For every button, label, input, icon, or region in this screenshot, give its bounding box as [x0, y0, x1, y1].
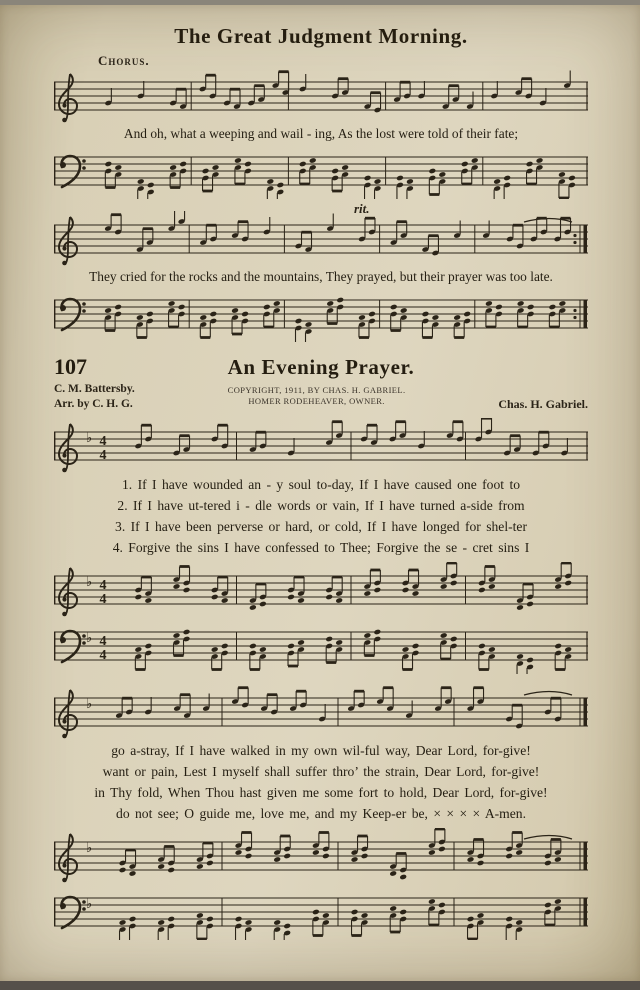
- continuation-line-3: in Thy fold, When Thou hast given me some fort to hold, Dear Lord, for-give!: [94, 785, 548, 800]
- treble-clef-icon: [59, 690, 77, 738]
- copyright-block: [135, 382, 499, 412]
- treble-staff-svg: [54, 562, 588, 618]
- chorus-bass-staff-1: [54, 143, 588, 199]
- copyright-line-1: COPYRIGHT, 1911, BY CHAS. H. GABRIEL.: [227, 385, 406, 395]
- verse-line-3: 3. If I have been perverse or hard, or cold, If I have longed for shel-ter: [115, 519, 527, 534]
- time-signature-top: 4: [99, 634, 107, 649]
- hymn-melody-staff-1: [54, 418, 588, 474]
- key-signature-flat: ♭: [86, 431, 93, 446]
- key-signature-flat: ♭: [86, 575, 93, 590]
- verse-line-1: 1. If I have wounded an - y soul to-day, If I have caused one foot to: [121, 477, 521, 492]
- verse-line-2: 2. If I have ut-tered i - dle words or vain, If I have turned a-side from: [117, 498, 525, 513]
- time-signature-top: 4: [99, 434, 107, 449]
- composer-credit: Chas. H. Gabriel.: [498, 397, 588, 411]
- hymnal-page: [0, 5, 640, 981]
- bass-staff-svg: [54, 884, 588, 940]
- treble-clef-icon: [59, 74, 77, 122]
- key-signature-flat: ♭: [86, 897, 93, 912]
- time-signature-bottom: 4: [99, 648, 107, 663]
- treble-staff-svg: [54, 828, 588, 884]
- continuation-line-4: do not see; O guide me, love me, and my Keep-er be, × × × × A-men.: [116, 806, 526, 821]
- bass-staff-svg: [54, 143, 588, 199]
- chorus-lyric-line-2: They cried for the rocks and the mountains, They prayed, but their prayer was too late.: [89, 269, 553, 284]
- hymn-title-row: [54, 352, 588, 382]
- treble-staff-svg: [54, 68, 588, 124]
- verse-line-4: 4. Forgive the sins I have confessed to Thee; Forgive the se - cret sins I: [112, 540, 530, 555]
- chorus-treble-staff-2: [54, 211, 588, 267]
- author-credit: C. M. Battersby.: [54, 383, 135, 395]
- key-signature-flat: ♭: [86, 697, 93, 712]
- chorus-bass-staff-2: [54, 286, 588, 342]
- rit-marking: rit.: [354, 201, 370, 216]
- time-signature-bottom: 4: [99, 592, 107, 607]
- chorus-label: Chorus.: [98, 53, 150, 68]
- treble-staff-svg: [54, 418, 588, 474]
- chorus-lyric-line-1: And oh, what a weeping and wail - ing, As the lost were told of their fate;: [123, 126, 519, 141]
- page-title: The Great Judgment Morning.: [174, 24, 468, 48]
- chorus-treble-staff-1: [54, 68, 588, 124]
- key-signature-flat: ♭: [86, 631, 93, 646]
- hymn-harmony-treble-staff-1: [54, 562, 588, 618]
- treble-staff-svg: [54, 684, 588, 740]
- continuation-line-2: want or pain, Lest I myself shall suffer thro’ the strain, Dear Lord, for-give!: [102, 764, 540, 779]
- time-signature-top: 4: [99, 578, 107, 593]
- hymn-number: 107: [54, 354, 87, 379]
- time-signature-bottom: 4: [99, 448, 107, 463]
- hymn-harmony-bass-staff-1: [54, 618, 588, 674]
- treble-staff-svg: [54, 211, 588, 267]
- author-block: [54, 382, 135, 412]
- treble-clef-icon: [59, 217, 77, 265]
- arranger-credit: Arr. by C. H. G.: [54, 398, 133, 410]
- continuation-line-1: go a-stray, If I have walked in my own wil-ful way, Dear Lord, for-give!: [111, 743, 531, 758]
- hymn-harmony-treble-staff-2: [54, 828, 588, 884]
- treble-clef-icon: [59, 834, 77, 882]
- bass-staff-svg: [54, 618, 588, 674]
- tie-slur: [524, 692, 572, 696]
- hymn-harmony-bass-staff-2: [54, 884, 588, 940]
- copyright-line-2: HOMER RODEHEAVER, OWNER.: [248, 396, 385, 406]
- bass-staff-svg: [54, 286, 588, 342]
- tie-slur: [524, 836, 572, 840]
- hymn-credits: [54, 382, 588, 412]
- key-signature-flat: ♭: [86, 841, 93, 856]
- treble-clef-icon: [59, 568, 77, 616]
- hymn-title: An Evening Prayer.: [227, 355, 415, 379]
- hymn-melody-staff-2: [54, 684, 588, 740]
- treble-clef-icon: [59, 424, 77, 472]
